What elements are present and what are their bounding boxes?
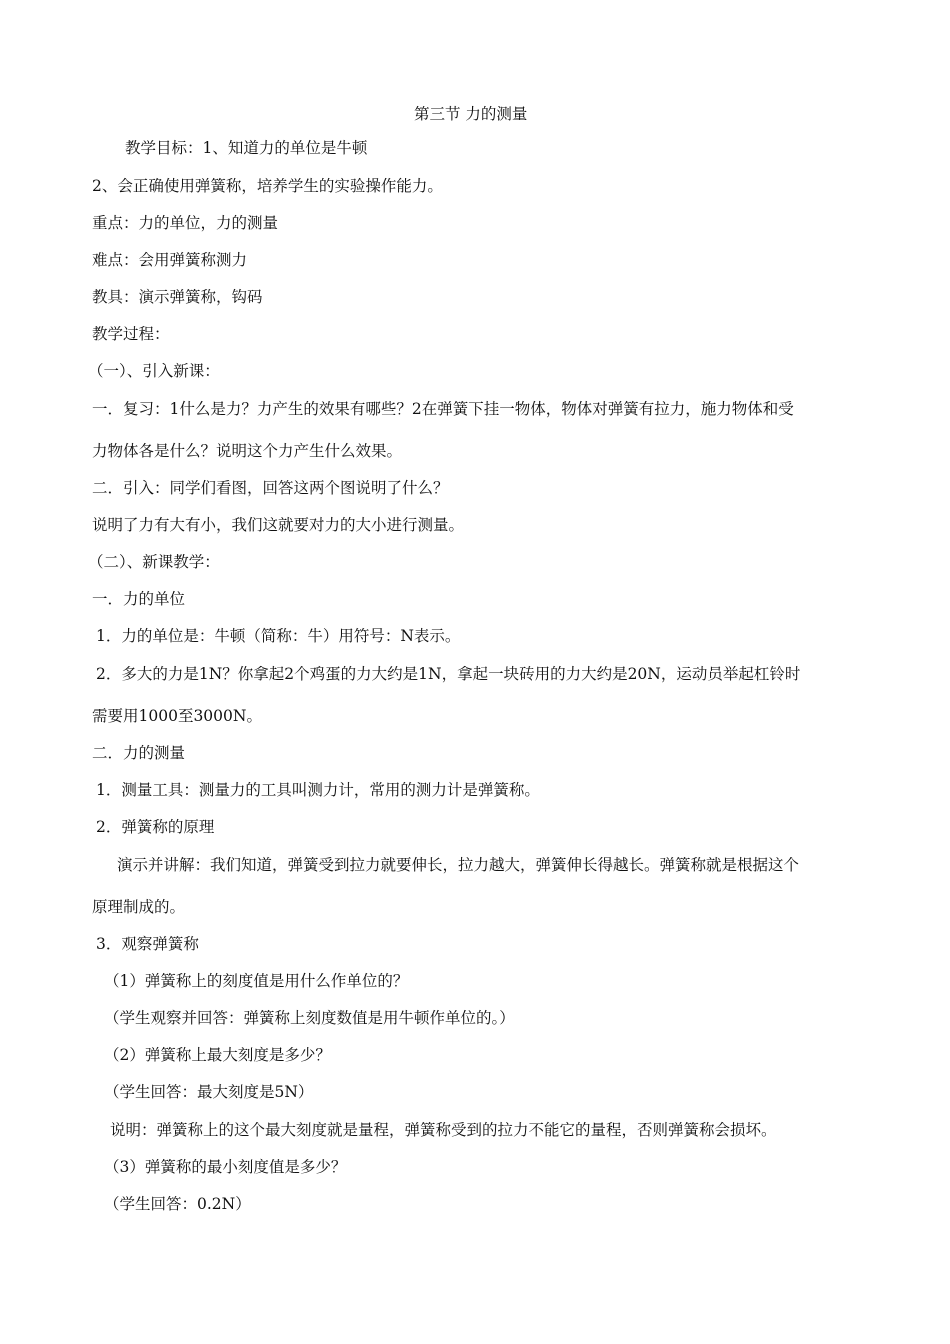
answer-2-line: （学生回答：最大刻度是5N）: [104, 1083, 314, 1101]
force-magnitude-line-2: 需要用1000至3000N。: [92, 707, 262, 725]
force-measurement-heading: 二．力的测量: [92, 744, 186, 762]
difficulty-line: 难点：会用弹簧称测力: [92, 251, 248, 269]
explanation-line: 说明：弹簧称上的这个最大刻度就是量程，弹簧称受到的拉力不能它的量程，否则弹簧称会损坏。: [110, 1121, 777, 1139]
question-3-line: （3）弹簧称的最小刻度值是多少？: [104, 1158, 347, 1176]
introduction-line: 二．引入：同学们看图，回答这两个图说明了什么？: [92, 479, 449, 497]
measuring-tool-line: 1．测量工具：测量力的工具叫测力计，常用的测力计是弹簧称。: [96, 781, 540, 799]
unit-of-force-heading: 一．力的单位: [92, 590, 186, 608]
section-intro-heading: （一）、引入新课：: [88, 362, 220, 380]
observe-spring-scale-heading: 3．观察弹簧称: [96, 935, 199, 953]
review-paragraph-line-1: 一．复习：1什么是力？力产生的效果有哪些？2在弹簧下挂一物体，物体对弹簧有拉力，施力物体和受: [92, 400, 794, 418]
section-new-lesson-heading: （二）、新课教学：: [88, 553, 220, 571]
unit-definition-line: 1．力的单位是：牛顿（简称：牛）用符号：N表示。: [96, 627, 461, 645]
teaching-goal-2-line: 2、会正确使用弹簧称，培养学生的实验操作能力。: [92, 177, 443, 195]
teaching-goal-line: 教学目标：1、知道力的单位是牛顿: [125, 139, 368, 157]
key-points-line: 重点：力的单位，力的测量: [92, 214, 279, 232]
teaching-process-heading: 教学过程：: [92, 325, 170, 343]
review-paragraph-line-2: 力物体各是什么？说明这个力产生什么效果。: [92, 442, 403, 460]
question-1-line: （1）弹簧称上的刻度值是用什么作单位的？: [104, 972, 409, 990]
force-magnitude-line-1: 2．多大的力是1N？你拿起2个鸡蛋的力大约是1N，拿起一块砖用的力大约是20N，运动员举起杠铃时: [96, 665, 801, 683]
demonstration-line-2: 原理制成的。: [92, 898, 186, 916]
introduction-conclusion-line: 说明了力有大有小，我们这就要对力的大小进行测量。: [92, 516, 465, 534]
spring-scale-principle-heading: 2．弹簧称的原理: [96, 818, 215, 836]
teaching-aids-line: 教具：演示弹簧称，钩码: [92, 288, 263, 306]
question-2-line: （2）弹簧称上最大刻度是多少？: [104, 1046, 331, 1064]
answer-1-line: （学生观察并回答：弹簧称上刻度数值是用牛顿作单位的。）: [104, 1009, 515, 1027]
answer-3-line: （学生回答：0.2N）: [104, 1195, 251, 1213]
document-title: 第三节 力的测量: [414, 105, 528, 123]
demonstration-line-1: 演示并讲解：我们知道，弹簧受到拉力就要伸长，拉力越大，弹簧伸长得越长。弹簧称就是根据这个: [117, 856, 800, 874]
